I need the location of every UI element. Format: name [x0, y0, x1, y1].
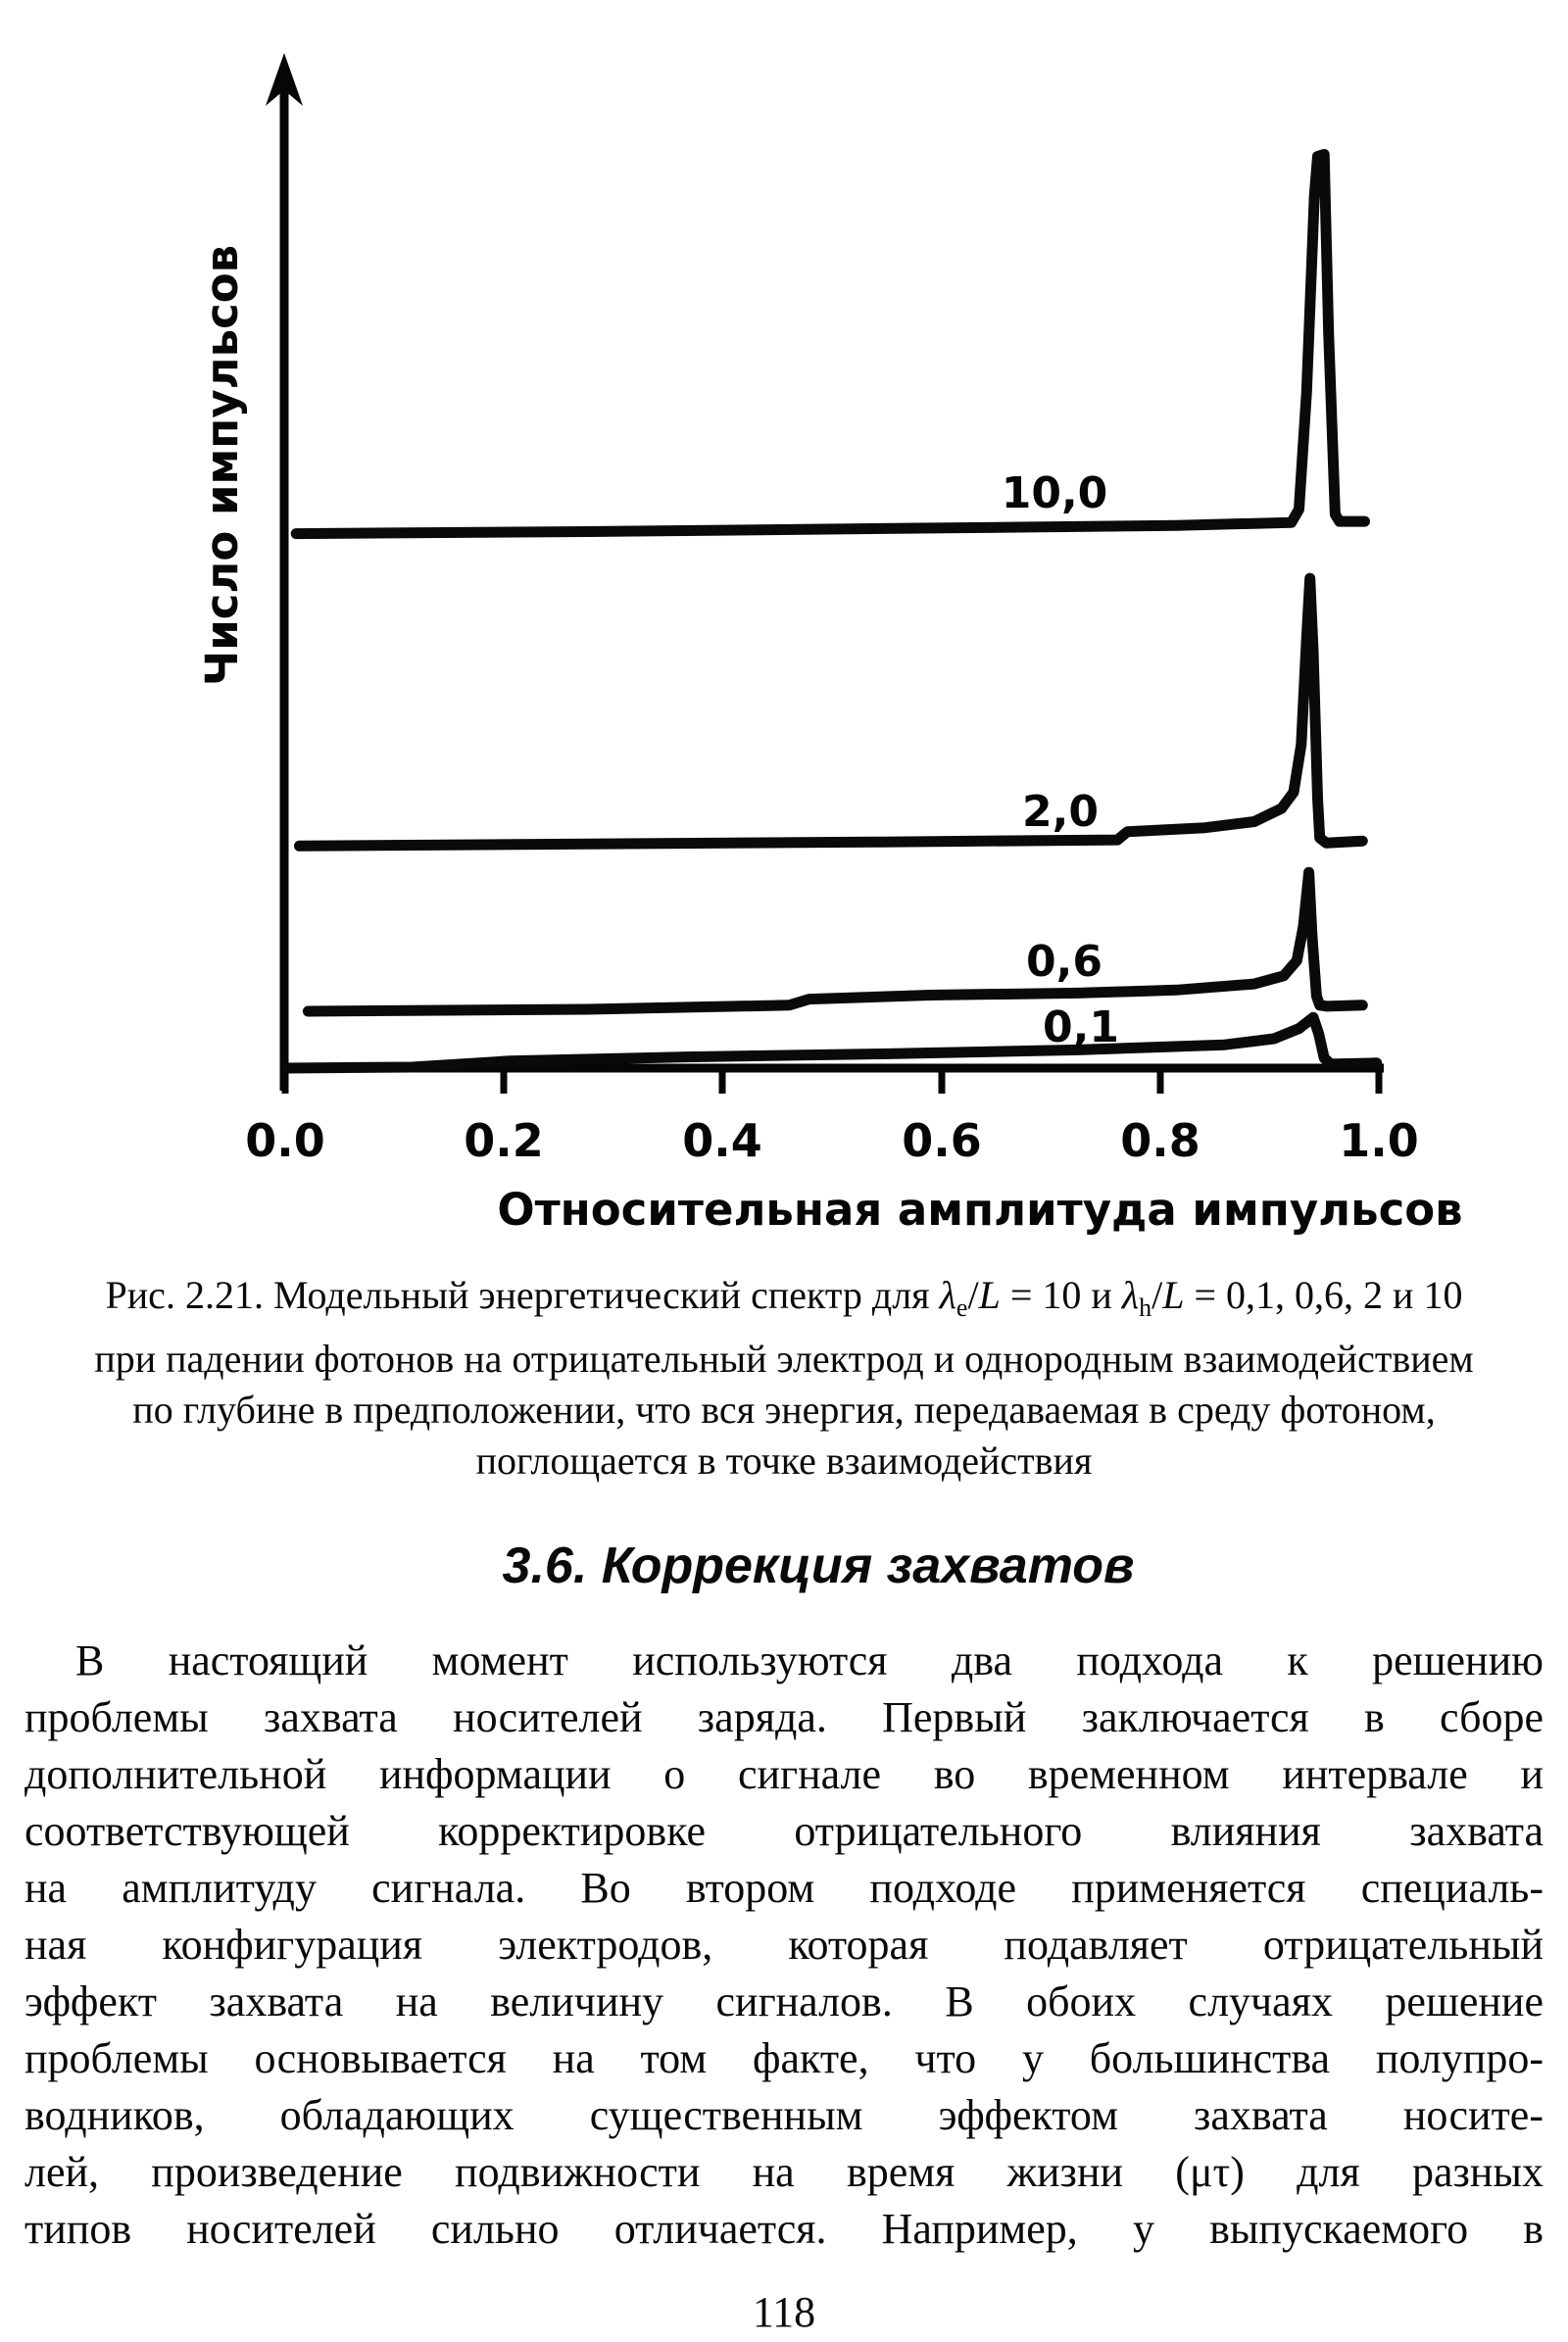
caption-line-4: поглощается в точке взаимодействия [475, 1439, 1093, 1483]
y-axis-title: Число импульсов [196, 244, 248, 687]
subscript-h: h [1139, 1293, 1152, 1322]
body-line: В настоящий момент используются два подхода к решению [75, 1636, 1544, 1684]
lambda-symbol: λ [1121, 1273, 1140, 1317]
x-tick-label: 0.4 [682, 1114, 762, 1167]
body-line: лей, произведение подвижности на время жизни (μτ) для разных [24, 2148, 1544, 2196]
body-line: на амплитуду сигнала. Во втором подходе применяется специаль- [24, 1864, 1544, 1912]
curve-label-10: 10,0 [1001, 468, 1108, 518]
body-paragraph [24, 1633, 1544, 2258]
x-tick-label: 1.0 [1339, 1114, 1419, 1167]
spectrum-curve-0,6 [308, 872, 1362, 1011]
body-line: проблемы захвата носителей заряда. Первый заключается в сборе [24, 1693, 1544, 1741]
body-line: ная конфигурация электродов, которая подавляет отрицательный [24, 1921, 1544, 1969]
body-line: эффект захвата на величину сигналов. В обоих случаях решение [24, 1977, 1544, 2025]
subscript-e: e [956, 1293, 968, 1322]
spectrum-curve-0,1 [287, 1017, 1377, 1068]
caption-text: / [1152, 1273, 1163, 1317]
section-heading: 3.6. Коррекция захватов [502, 1537, 1135, 1594]
curve-label-2: 2,0 [1022, 787, 1099, 837]
x-axis-title: Относительная амплитуда импульсов [497, 1184, 1463, 1236]
caption-text: = 10 и [1000, 1273, 1122, 1317]
lambda-symbol: λ [939, 1273, 956, 1317]
x-tick-label: 0.2 [464, 1114, 544, 1167]
caption-text: / [967, 1273, 979, 1317]
L-symbol: L [978, 1273, 1001, 1317]
x-tick-label: 0.6 [902, 1114, 982, 1167]
figure-caption [24, 1270, 1544, 1487]
page-number: 118 [752, 2288, 816, 2336]
body-line: типов носителей сильно отличается. Например, у выпускаемого в [24, 2205, 1544, 2253]
caption-line-1 [24, 1270, 1544, 1334]
caption-text: = 0,1, 0,6, 2 и 10 [1184, 1273, 1463, 1317]
x-tick-label: 0.8 [1120, 1114, 1200, 1167]
spectrum-curve-2,0 [300, 578, 1363, 846]
spectrum-curves [287, 155, 1377, 1069]
body-line: проблемы основывается на том факте, что у большинства полупро- [24, 2034, 1544, 2082]
body-line: дополнительной информации о сигнале во временном интервале и [24, 1750, 1544, 1798]
curve-label-06: 0,6 [1026, 937, 1102, 987]
body-line: соответствующей корректировке отрицательного влияния захвата [24, 1807, 1544, 1855]
caption-line-2: при падении фотонов на отрицательный электрод и однородным взаимодействием [94, 1337, 1474, 1381]
x-tick-label: 0.0 [245, 1114, 325, 1167]
curve-label-01: 0,1 [1043, 1002, 1119, 1052]
caption-line-3: по глубине в предположении, что вся энергия, передаваемая в среду фотоном, [132, 1388, 1436, 1432]
spectrum-curve-10,0 [296, 155, 1364, 534]
body-line: водников, обладающих существенным эффектом захвата носите- [24, 2091, 1544, 2139]
caption-text: Рис. 2.21. Модельный энергетический спектр для [105, 1273, 940, 1317]
L-symbol: L [1162, 1273, 1185, 1317]
